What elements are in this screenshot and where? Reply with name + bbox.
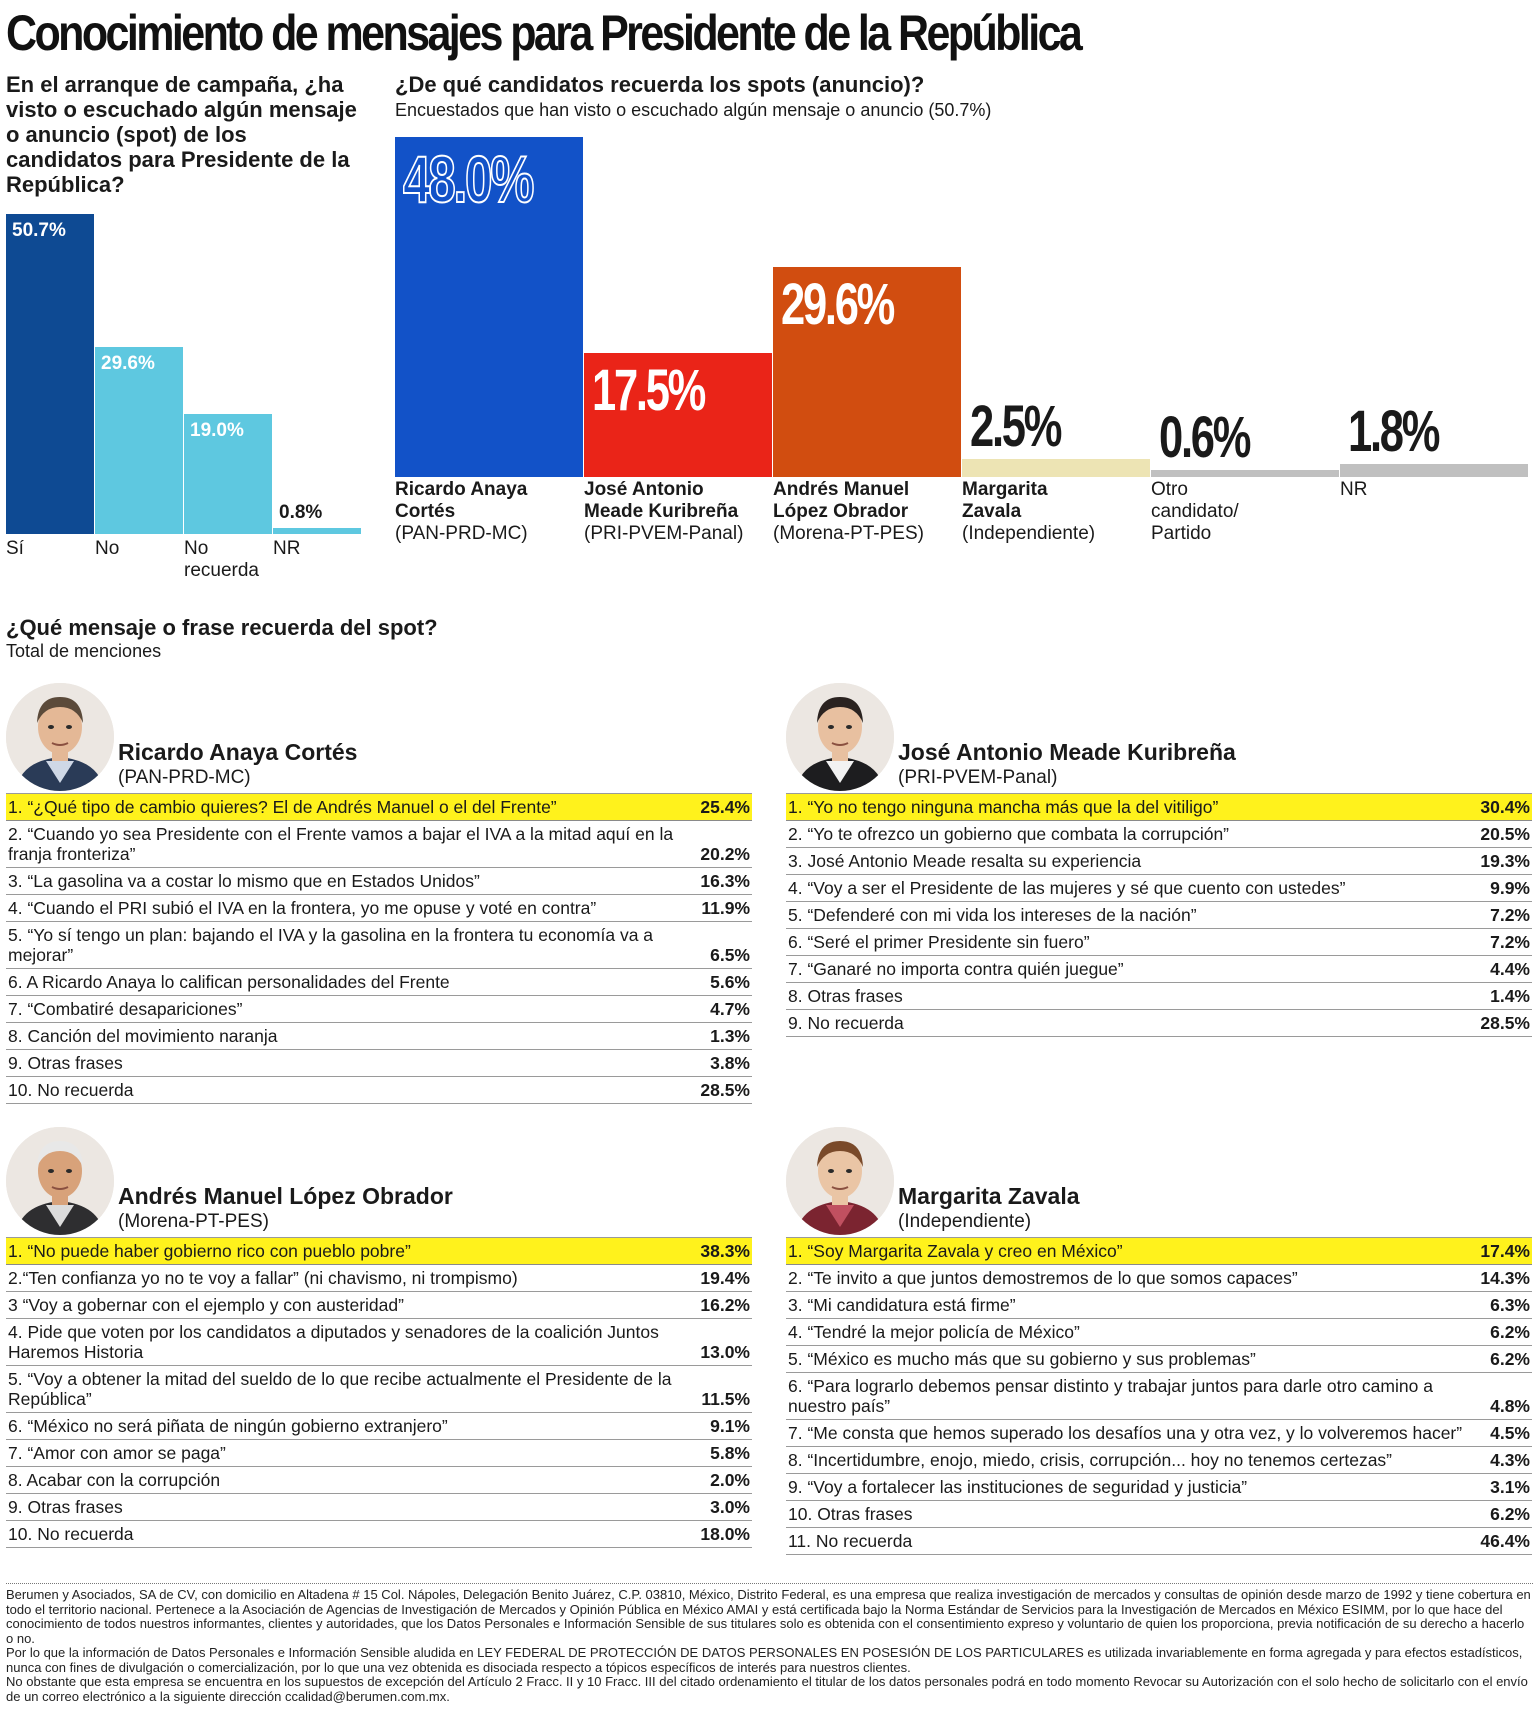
- data-label: 2.5%: [970, 394, 1061, 460]
- message-value: 11.9%: [701, 898, 750, 918]
- bar-4: [273, 528, 361, 534]
- data-label: 19.0%: [190, 420, 244, 442]
- message-value: 19.4%: [700, 1268, 750, 1288]
- message-text: 3. “Mi candidatura está firme”: [788, 1295, 1016, 1315]
- message-value: 4.7%: [710, 999, 750, 1019]
- message-value: 1.4%: [1490, 986, 1530, 1006]
- message-value: 6.5%: [710, 945, 750, 965]
- message-value: 7.2%: [1490, 932, 1530, 952]
- message-row: [6, 821, 752, 868]
- message-value: 7.2%: [1490, 905, 1530, 925]
- bar-4: [962, 459, 1150, 477]
- candidate-photo: [786, 683, 894, 791]
- party-label: (Morena-PT-PES): [773, 523, 924, 544]
- message-value: 6.2%: [1490, 1322, 1530, 1342]
- message-text: 3 “Voy a gobernar con el ejemplo y con austeridad”: [8, 1295, 404, 1315]
- message-row: [786, 793, 1532, 821]
- message-value: 30.4%: [1480, 797, 1530, 817]
- chart2-question: ¿De qué candidatos recuerda los spots (anuncio)?: [395, 72, 925, 97]
- category-label: Sí: [6, 538, 24, 559]
- message-value: 11.5%: [701, 1389, 750, 1409]
- footer-paragraph: Berumen y Asociados, SA de CV, con domicilio en Altadena # 15 Col. Nápoles, Delegación Benito Juárez, C.P. 03810, México, Distrito Federal, es una empresa que realiza investigación de mercados y consultas de opinión desde marzo de 1992 y tiene cobertura en todo el territorio nacional. Pertenece a la Asociación de Agencias de Investigación de Mercados y Opinión Pública en México AMAI y está certificada bajo la Norma Estándar de Servicios para la Investigación de Mercados en México ESIMM, por lo que hace del conocimiento de todos nuestros informantes, clientes y autoridades, que los Datos Personales e Información Sensible de sus titulares solo es obtenida con el consentimiento expreso y voluntario de quien los proporciona, previa notificación de su derecho a hacerlo o no.: [6, 1587, 1531, 1646]
- candidate-label-line: candidato/: [1151, 501, 1239, 522]
- message-value: 5.6%: [710, 972, 750, 992]
- message-value: 19.3%: [1480, 851, 1530, 871]
- message-text: 8. Otras frases: [788, 986, 903, 1006]
- candidate-label: [584, 479, 769, 545]
- message-list: [786, 1237, 1532, 1555]
- message-text: 5. “Voy a obtener la mitad del sueldo de lo que recibe actualmente el Presidente de la República”: [8, 1369, 672, 1409]
- message-text: 1. “Yo no tengo ninguna mancha más que la del vitiligo”: [788, 797, 1219, 817]
- message-value: 28.5%: [700, 1080, 750, 1100]
- message-value: 16.3%: [700, 871, 750, 891]
- message-row: [786, 1265, 1532, 1292]
- message-row: [6, 922, 752, 969]
- message-text: 5. “Yo sí tengo un plan: bajando el IVA y la gasolina en la frontera tu economía va a mejorar”: [8, 925, 654, 965]
- party-label: Partido: [1151, 523, 1212, 544]
- candidate-label-line: NR: [1340, 479, 1368, 500]
- message-text: 6. “Seré el primer Presidente sin fuero”: [788, 932, 1090, 952]
- message-text: 9. No recuerda: [788, 1013, 904, 1033]
- party-label: (Independiente): [962, 523, 1096, 544]
- message-row: [6, 1237, 752, 1265]
- message-text: 9. “Voy a fortalecer las instituciones de seguridad y justicia”: [788, 1477, 1248, 1497]
- candidate-party: (Independiente): [898, 1211, 1032, 1232]
- chart1-question: En el arranque de campaña, ¿ha visto o escuchado algún mensaje o anuncio (spot) de los candidatos para Presidente de la República?: [6, 72, 357, 197]
- message-text: 4. “Voy a ser el Presidente de las mujeres y sé que cuento con ustedes”: [788, 878, 1346, 898]
- message-value: 4.4%: [1490, 959, 1530, 979]
- message-row: [6, 895, 752, 922]
- message-row: [6, 793, 752, 821]
- candidate-label-line: Ricardo Anaya: [395, 479, 528, 500]
- candidate-label-line: Meade Kuribreña: [584, 501, 739, 522]
- candidate-label-line: José Antonio: [584, 479, 704, 500]
- message-text: 10. Otras frases: [788, 1504, 913, 1524]
- message-row: [6, 1467, 752, 1494]
- message-text: 2. “Yo te ofrezco un gobierno que combata la corrupción”: [788, 824, 1230, 844]
- message-row: [786, 1474, 1532, 1501]
- bar-1: [6, 214, 94, 534]
- message-row: [6, 868, 752, 895]
- message-text: 5. “México es mucho más que su gobierno y sus problemas”: [788, 1349, 1256, 1369]
- footer-paragraph: Por lo que la información de Datos Personales e Información Sensible aludida en LEY FEDERAL DE PROTECCIÓN DE DATOS PERSONALES EN POSESIÓN DE LOS PARTICULARES es utilizada invariablemente en forma agregada y para efectos estadísticos, nunca con fines de divulgación o comercialización, por lo que una vez obtenida es disociada respecto a tópicos específicos de interés para nuestros clientes.: [6, 1645, 1523, 1675]
- message-value: 3.8%: [710, 1053, 750, 1073]
- message-row: [786, 1447, 1532, 1474]
- message-value: 6.3%: [1490, 1295, 1530, 1315]
- data-label: 48.0%: [403, 142, 533, 216]
- message-value: 13.0%: [700, 1342, 750, 1362]
- message-text: 5. “Defenderé con mi vida los intereses de la nación”: [788, 905, 1197, 925]
- candidate-label: [962, 479, 1147, 545]
- data-label: 17.5%: [592, 358, 705, 424]
- message-row: [6, 1292, 752, 1319]
- message-value: 6.2%: [1490, 1504, 1530, 1524]
- message-row: [6, 1265, 752, 1292]
- data-label: 0.8%: [279, 502, 323, 523]
- candidate-photo: [786, 1127, 894, 1235]
- message-row: [786, 902, 1532, 929]
- category-label: No recuerda: [184, 538, 259, 581]
- candidate-name: Margarita Zavala: [898, 1183, 1080, 1209]
- message-row: [6, 1366, 752, 1413]
- message-value: 38.3%: [700, 1241, 750, 1261]
- candidate-label-line: Andrés Manuel: [773, 479, 910, 500]
- message-text: 7. “Amor con amor se paga”: [8, 1443, 226, 1463]
- message-value: 46.4%: [1480, 1531, 1530, 1551]
- message-text: 10. No recuerda: [8, 1080, 134, 1100]
- message-text: 9. Otras frases: [8, 1497, 123, 1517]
- message-value: 3.1%: [1490, 1477, 1530, 1497]
- message-value: 16.2%: [700, 1295, 750, 1315]
- message-text: 4. “Cuando el PRI subió el IVA en la frontera, yo me opuse y voté en contra”: [8, 898, 597, 918]
- candidate-label: [773, 479, 958, 545]
- candidate-party: (PAN-PRD-MC): [118, 767, 251, 788]
- message-row: [6, 1494, 752, 1521]
- category-label: No: [95, 538, 120, 559]
- message-row: [786, 983, 1532, 1010]
- candidate-label: [395, 479, 580, 545]
- message-text: 1. “Soy Margarita Zavala y creo en México”: [788, 1241, 1123, 1261]
- candidate-photo: [6, 683, 114, 791]
- message-value: 4.8%: [1490, 1396, 1530, 1416]
- message-row: [786, 1501, 1532, 1528]
- message-row: [786, 848, 1532, 875]
- message-text: 4. Pide que voten por los candidatos a diputados y senadores de la coalición Juntos Haremos Historia: [8, 1322, 659, 1362]
- message-row: [786, 1528, 1532, 1555]
- footer-paragraph: No obstante que esta empresa se encuentra en los supuestos de excepción del Artículo 2 Fracc. II y 10 Fracc. III del citado ordenamiento el titular de los datos personales podrá en todo momento Revocar su Autorización con el solo hecho de solicitarlo con el envío de un correo electrónico a la siguiente dirección ccalidad@berumen.com.mx.: [6, 1674, 1528, 1704]
- message-text: 2.“Ten confianza yo no te voy a fallar” (ni chavismo, ni trompismo): [8, 1268, 518, 1288]
- party-label: (PRI-PVEM-Panal): [584, 523, 744, 544]
- messages-question: ¿Qué mensaje o frase recuerda del spot?: [6, 615, 438, 640]
- message-row: [786, 1237, 1532, 1265]
- message-value: 1.3%: [710, 1026, 750, 1046]
- bar-2: [95, 347, 183, 534]
- message-row: [786, 875, 1532, 902]
- candidate-party: (PRI-PVEM-Panal): [898, 767, 1058, 788]
- data-label: 29.6%: [101, 353, 155, 375]
- message-row: [786, 821, 1532, 848]
- footer-disclaimer: [6, 1583, 1533, 1704]
- message-row: [6, 969, 752, 996]
- message-value: 18.0%: [700, 1524, 750, 1544]
- messages-subtitle: Total de menciones: [6, 641, 162, 661]
- message-row: [6, 1440, 752, 1467]
- message-list: [6, 1237, 752, 1548]
- message-value: 28.5%: [1480, 1013, 1530, 1033]
- message-text: 1. “No puede haber gobierno rico con pueblo pobre”: [8, 1241, 411, 1261]
- message-value: 17.4%: [1480, 1241, 1530, 1261]
- message-row: [786, 956, 1532, 983]
- candidate-name: Andrés Manuel López Obrador: [118, 1183, 453, 1209]
- candidate-label-line: Cortés: [395, 501, 456, 522]
- page-title: Conocimiento de mensajes para Presidente de la República: [6, 5, 1081, 61]
- message-text: 1. “¿Qué tipo de cambio quieres? El de Andrés Manuel o el del Frente”: [8, 797, 557, 817]
- message-value: 5.8%: [710, 1443, 750, 1463]
- message-row: [786, 1346, 1532, 1373]
- data-label: 50.7%: [12, 220, 66, 241]
- message-text: 10. No recuerda: [8, 1524, 134, 1544]
- data-label: 1.8%: [1348, 399, 1439, 465]
- bar-6: [1340, 464, 1528, 477]
- message-row: [6, 1050, 752, 1077]
- message-row: [786, 1292, 1532, 1319]
- message-text: 6. “México no será piñata de ningún gobierno extranjero”: [8, 1416, 448, 1436]
- message-text: 9. Otras frases: [8, 1053, 123, 1073]
- party-label: (PAN-PRD-MC): [395, 523, 528, 544]
- message-list: [786, 793, 1532, 1037]
- message-value: 2.0%: [710, 1470, 750, 1490]
- message-value: 25.4%: [700, 797, 750, 817]
- chart2-subtitle: Encuestados que han visto o escuchado algún mensaje o anuncio (50.7%): [395, 100, 992, 120]
- data-label: 29.6%: [781, 272, 894, 338]
- message-value: 9.9%: [1490, 878, 1530, 898]
- candidate-label-line: Otro: [1151, 479, 1188, 500]
- candidate-label: [1340, 479, 1525, 501]
- message-text: 2. “Te invito a que juntos demostremos de lo que somos capaces”: [788, 1268, 1298, 1288]
- message-text: 3. José Antonio Meade resalta su experiencia: [788, 851, 1142, 871]
- message-text: 6. A Ricardo Anaya lo califican personalidades del Frente: [8, 972, 450, 992]
- message-value: 9.1%: [710, 1416, 750, 1436]
- message-row: [6, 1077, 752, 1104]
- candidate-party: (Morena-PT-PES): [118, 1211, 269, 1232]
- message-value: 4.3%: [1490, 1450, 1530, 1470]
- message-row: [6, 1319, 752, 1366]
- message-row: [786, 929, 1532, 956]
- message-text: 8. “Incertidumbre, enojo, miedo, crisis, corrupción... hoy no tenemos certezas”: [788, 1450, 1393, 1470]
- message-value: 6.2%: [1490, 1349, 1530, 1369]
- message-row: [786, 1319, 1532, 1346]
- message-text: 11. No recuerda: [788, 1531, 913, 1551]
- message-text: 8. Acabar con la corrupción: [8, 1470, 221, 1490]
- message-text: 6. “Para lograrlo debemos pensar distinto y trabajar juntos para darle otro camino a nuestro país”: [788, 1376, 1433, 1416]
- message-row: [786, 1420, 1532, 1447]
- message-row: [6, 996, 752, 1023]
- candidate-label: [1151, 479, 1336, 545]
- message-row: [786, 1373, 1532, 1420]
- candidate-name: Ricardo Anaya Cortés: [118, 739, 358, 765]
- message-value: 14.3%: [1480, 1268, 1530, 1288]
- message-value: 3.0%: [710, 1497, 750, 1517]
- message-row: [6, 1413, 752, 1440]
- bar-5: [1151, 470, 1339, 477]
- candidate-name: José Antonio Meade Kuribreña: [898, 739, 1236, 765]
- message-text: 3. “La gasolina va a costar lo mismo que en Estados Unidos”: [8, 871, 480, 891]
- message-value: 20.2%: [700, 844, 750, 864]
- message-text: 2. “Cuando yo sea Presidente con el Frente vamos a bajar el IVA a la mitad aquí en la franja fronteriza”: [8, 824, 674, 864]
- message-row: [6, 1023, 752, 1050]
- candidate-label-line: López Obrador: [773, 501, 909, 522]
- category-label: NR: [273, 538, 301, 559]
- message-text: 7. “Ganaré no importa contra quién juegue”: [788, 959, 1124, 979]
- message-row: [786, 1010, 1532, 1037]
- message-text: 4. “Tendré la mejor policía de México”: [788, 1322, 1080, 1342]
- message-text: 8. Canción del movimiento naranja: [8, 1026, 278, 1046]
- candidate-photo: [6, 1127, 114, 1235]
- message-row: [6, 1521, 752, 1548]
- message-text: 7. “Combatiré desapariciones”: [8, 999, 243, 1019]
- candidate-label-line: Zavala: [962, 501, 1022, 522]
- candidate-label-line: Margarita: [962, 479, 1048, 500]
- data-label: 0.6%: [1159, 405, 1250, 470]
- message-value: 20.5%: [1480, 824, 1530, 844]
- message-list: [6, 793, 752, 1104]
- message-text: 7. “Me consta que hemos superado los desafíos una y otra vez, y lo volveremos hacer”: [788, 1423, 1463, 1443]
- message-value: 4.5%: [1490, 1423, 1530, 1443]
